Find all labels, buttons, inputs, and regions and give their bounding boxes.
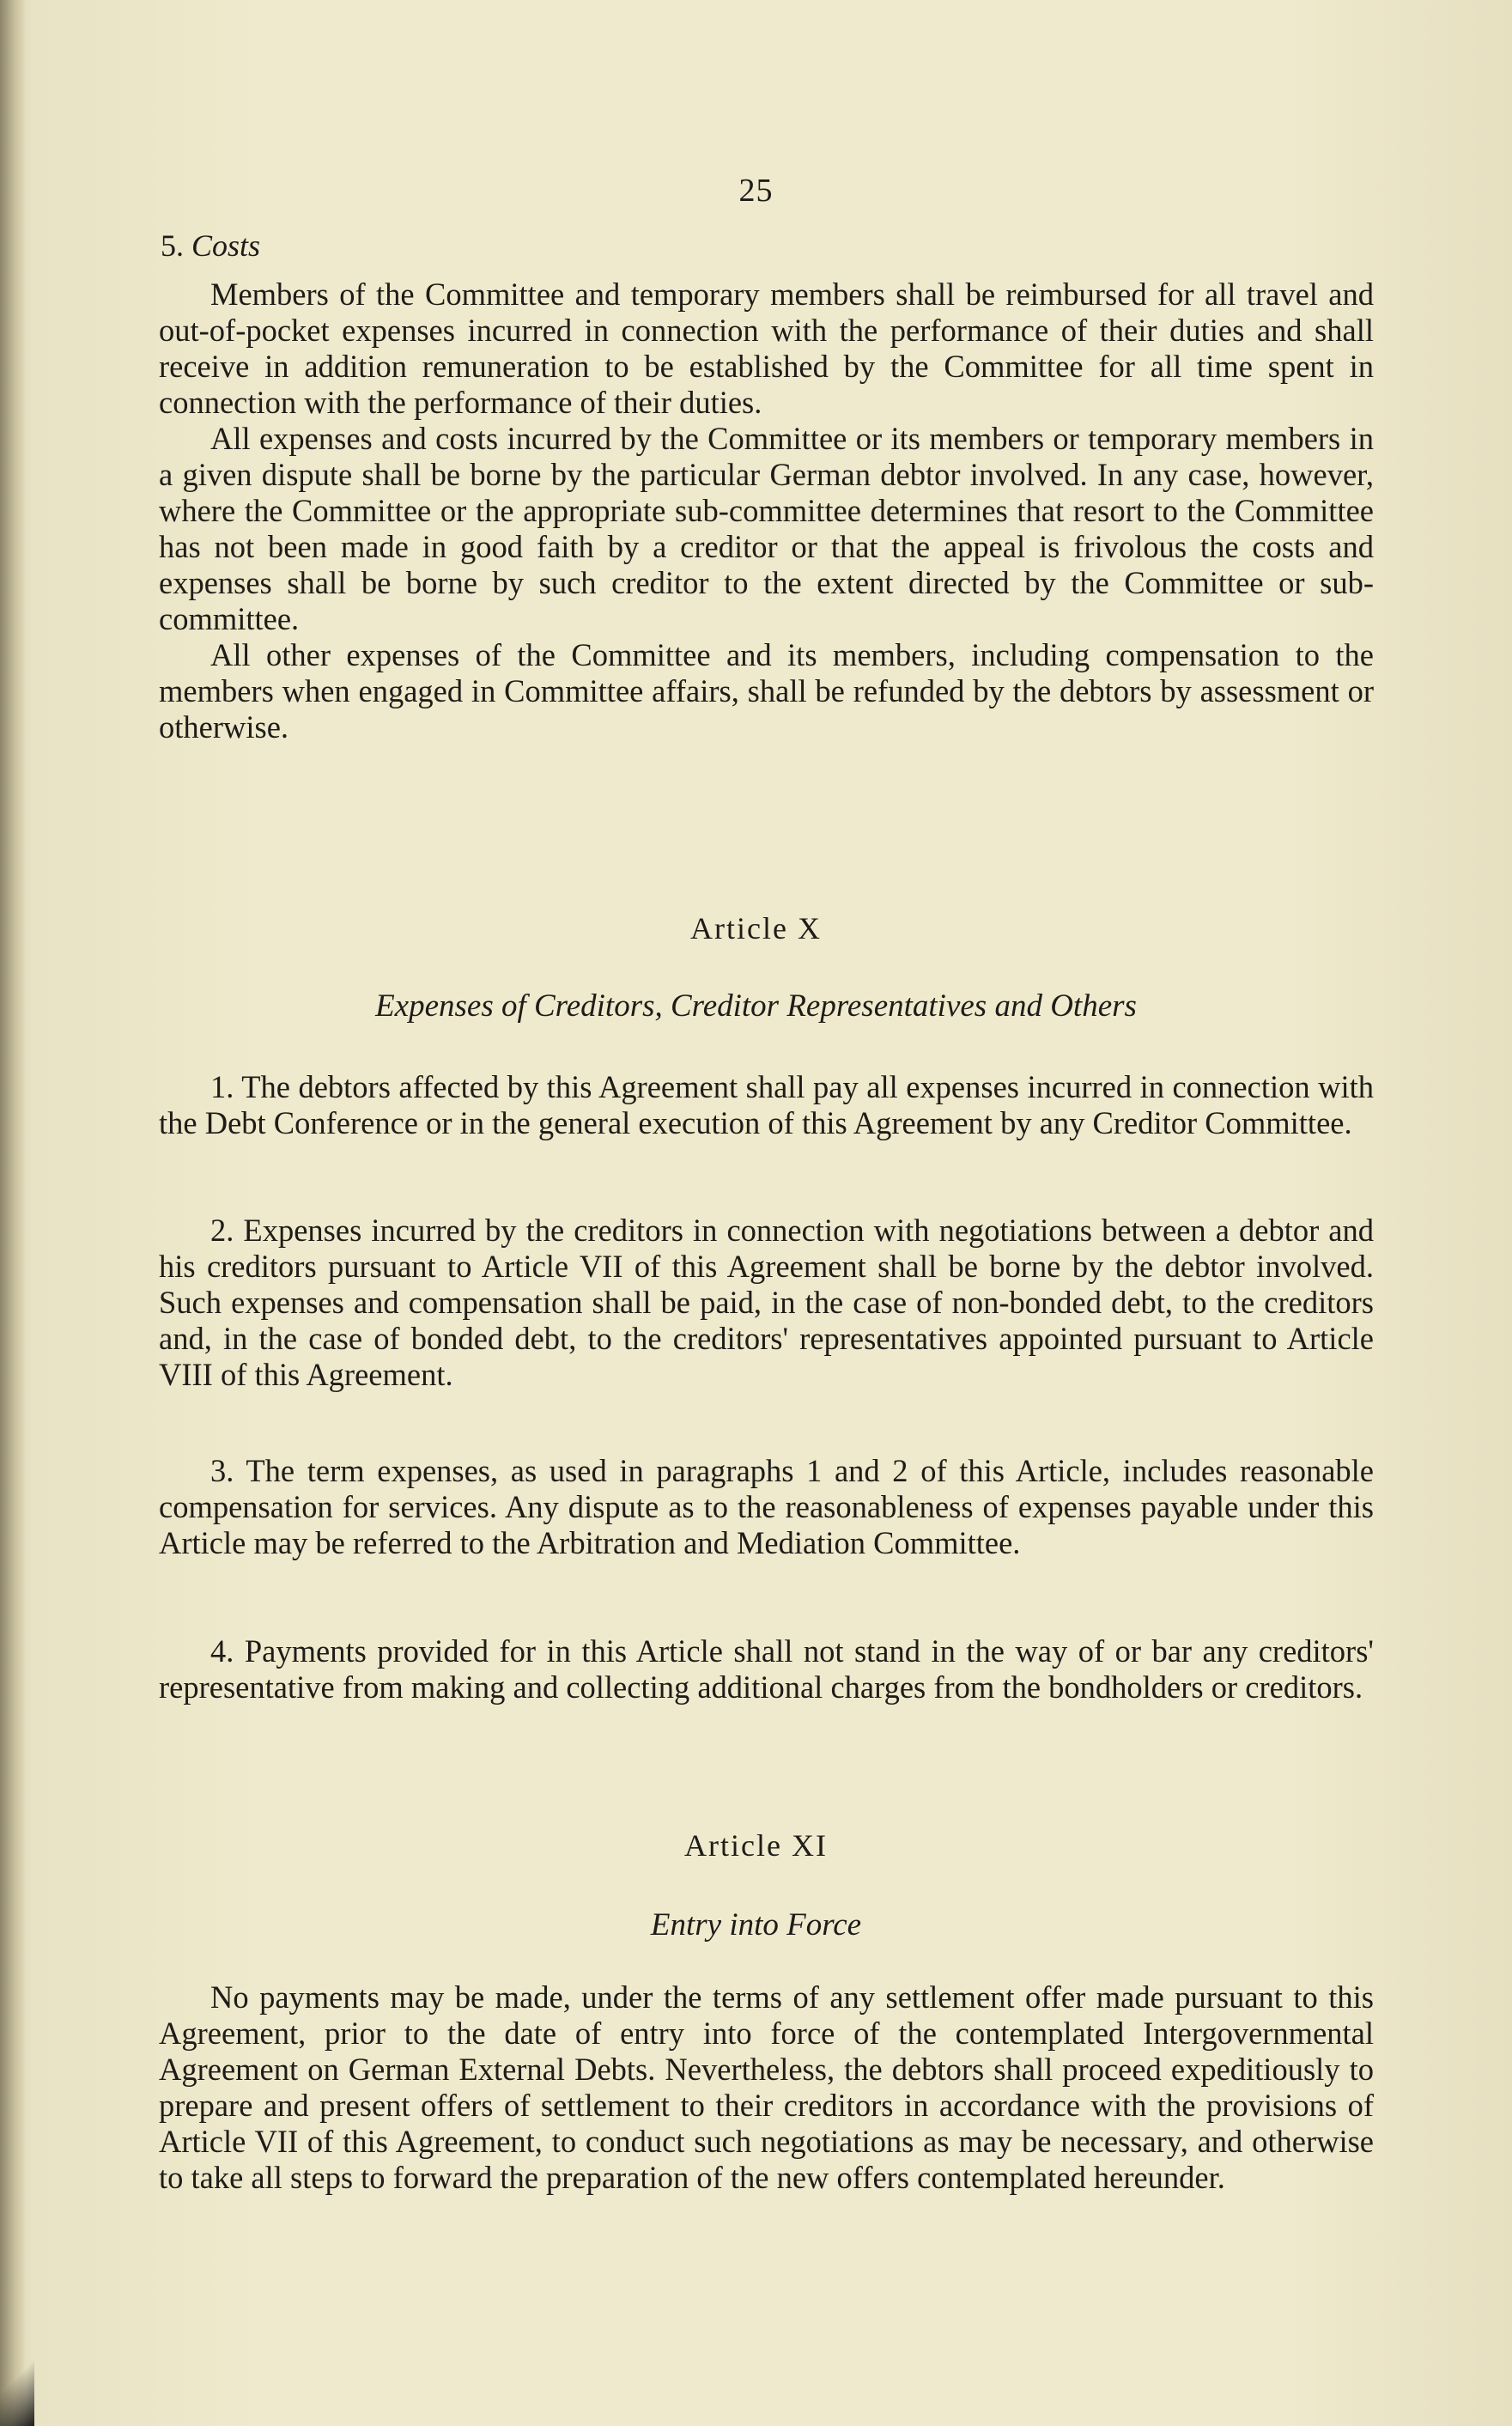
costs-paragraph: All expenses and costs incurred by the Committee or its members or temporary members in a given dispute shall be borne by the particular German debtor involved. In any case, however, where the Committee or the appropriate sub-committee determines that resort to the Committee has not been made in good faith by a creditor or that the appeal is frivolous the costs and expenses shall be borne by such creditor to the extent directed by the Committee or sub-committee. xyxy=(159,421,1374,636)
article-x-paragraph-2 xyxy=(159,1213,1374,1393)
binding-shadow xyxy=(0,0,26,2426)
section-heading xyxy=(161,228,260,264)
section-title: Costs xyxy=(191,228,261,263)
article-x-paragraph-1 xyxy=(159,1069,1374,1141)
article-x-paragraph-4 xyxy=(159,1633,1374,1705)
article-paragraph: 2. Expenses incurred by the creditors in connection with negotiations between a debtor and his creditors pursuant to Article VII of this Agreement shall be borne by the debtor involved. Such expenses and compensation shall be paid, in the case of non-bonded debt, to the creditors and, in the case of bonded debt, to the creditors' representatives appointed pursuant to Article VIII of this Agreement. xyxy=(159,1213,1374,1392)
article-paragraph: 4. Payments provided for in this Article shall not stand in the way of or bar any creditors' representative from making and collecting additional charges from the bondholders or creditors. xyxy=(159,1633,1374,1705)
article-x-subtitle: Expenses of Creditors, Creditor Representatives and Others xyxy=(375,988,1137,1024)
costs-section-body xyxy=(159,277,1374,745)
section-number: 5. xyxy=(161,228,184,263)
article-paragraph: 3. The term expenses, as used in paragraphs 1 and 2 of this Article, includes reasonable compensation for services. Any dispute as to the reasonableness of expenses payable under this Article may be referred to the Arbitration and Mediation Committee. xyxy=(159,1453,1374,1560)
article-paragraph: 1. The debtors affected by this Agreement shall pay all expenses incurred in connection with the Debt Conference or in the general execution of this Agreement by any Creditor Committee. xyxy=(159,1069,1374,1140)
article-paragraph: No payments may be made, under the terms of any settlement offer made pursuant to this Agreement, prior to the date of entry into force of the contemplated Intergovernmental Agreement on German External Debts. Nevertheless, the debtors shall proceed expeditiously to prepare and present offers of settlement to their creditors in accordance with the provisions of Article VII of this Agreement, to conduct such negotiations as may be necessary, and otherwise to take all steps to forward the preparation of the new offers contemplated hereunder. xyxy=(159,1979,1374,2195)
article-x-heading: Article X xyxy=(690,911,822,945)
article-xi-paragraph xyxy=(159,1979,1374,2196)
article-xi-subtitle: Entry into Force xyxy=(650,1907,862,1943)
page-number: 25 xyxy=(738,173,774,209)
costs-paragraph: All other expenses of the Committee and its members, including compensation to the members when engaged in Committee affairs, shall be refunded by the debtors by assessment or otherwise. xyxy=(159,637,1374,745)
article-x-paragraph-3 xyxy=(159,1453,1374,1561)
article-xi-heading: Article XI xyxy=(684,1828,828,1863)
costs-paragraph: Members of the Committee and temporary members shall be reimbursed for all travel and out-of-pocket expenses incurred in connection with the performance of their duties and shall receive in addition remuneration to be established by the Committee for all time spent in connection with the performance of their duties. xyxy=(159,277,1374,420)
page-corner-shadow xyxy=(0,2349,34,2426)
